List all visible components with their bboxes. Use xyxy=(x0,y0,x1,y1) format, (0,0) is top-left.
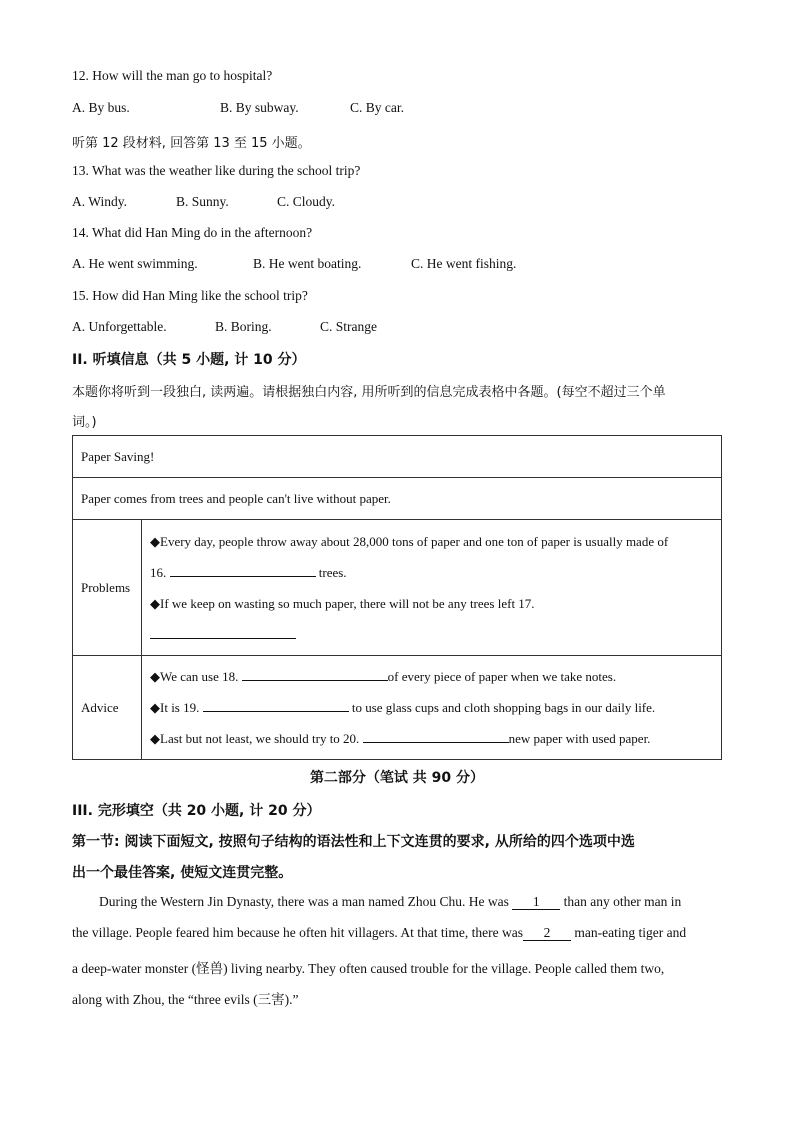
q15-option-a: A. Unforgettable. xyxy=(72,319,167,334)
advice-2 xyxy=(150,692,713,723)
table-intro: Paper comes from trees and people can't live without paper. xyxy=(73,478,722,520)
q13-option-a: A. Windy. xyxy=(72,194,127,209)
question-14: 14. What did Han Ming do in the afternoon? xyxy=(72,225,313,240)
q14-option-b: B. He went boating. xyxy=(253,256,362,271)
advice-1-before: ◆We can use 18. xyxy=(150,669,239,684)
q14-option-c: C. He went fishing. xyxy=(411,256,517,271)
q12-option-c: C. By car. xyxy=(350,100,404,115)
advice-3 xyxy=(150,723,713,754)
problem-1-line1: ◆Every day, people throw away about 28,000 tons of paper and one ton of paper is usually made of xyxy=(150,533,669,549)
question-15: 15. How did Han Ming like the school trip? xyxy=(72,288,308,303)
q14-option-a: A. He went swimming. xyxy=(72,256,198,271)
question-12: 12. How will the man go to hospital? xyxy=(72,68,273,83)
passage-line1-after: than any other man in xyxy=(563,894,682,909)
passage-line1-before: During the Western Jin Dynasty, there was a man named Zhou Chu. He was xyxy=(99,894,509,909)
blank-20[interactable] xyxy=(363,730,509,743)
section-2-instruction-line1: 本题你将听到一段独白, 读两遍。请根据独白内容, 用所听到的信息完成表格中各题。(每空不超过三个单 xyxy=(72,385,666,400)
q12-option-b: B. By subway. xyxy=(220,100,299,115)
q15-option-b: B. Boring. xyxy=(215,319,272,334)
blank-17[interactable] xyxy=(150,626,296,639)
blank-16-number: 16. xyxy=(150,564,167,580)
section-3-sub-line1: 第一节: 阅读下面短文, 按照句子结构的语法性和上下文连贯的要求, 从所给的四个选项中选 xyxy=(72,834,635,850)
table-title: Paper Saving! xyxy=(73,436,722,478)
part-2-heading: 第二部分（笔试 共 90 分） xyxy=(309,770,485,786)
passage-line3: a deep-water monster (怪兽) living nearby. They often caused trouble for the village. People called them two, xyxy=(72,961,665,976)
q12-option-a: A. By bus. xyxy=(72,100,130,115)
advice-2-before: ◆It is 19. xyxy=(150,700,200,715)
blank-18[interactable] xyxy=(242,668,388,681)
advice-1-after: of every piece of paper when we take notes. xyxy=(387,669,617,684)
problems-cell xyxy=(142,520,722,656)
passage-line2-after: man-eating tiger and xyxy=(574,925,687,940)
advice-3-after: new paper with used paper. xyxy=(508,731,651,746)
listening-instruction-12: 听第 12 段材料, 回答第 13 至 15 小题。 xyxy=(72,136,311,151)
section-2-heading: II. 听填信息（共 5 小题, 计 10 分） xyxy=(72,352,306,368)
passage-line2-before: the village. People feared him because he often hit villagers. At that time, there was xyxy=(72,925,523,940)
section-3-heading: III. 完形填空（共 20 小题, 计 20 分） xyxy=(72,803,321,819)
problem-2-blank-line xyxy=(150,619,713,650)
section-3-sub-line2: 出一个最佳答案, 使短文连贯完整。 xyxy=(72,865,293,881)
problems-label: Problems xyxy=(73,520,142,656)
cloze-blank-2[interactable]: 2 xyxy=(523,926,571,941)
question-13: 13. What was the weather like during the school trip? xyxy=(72,163,361,178)
blank-19[interactable] xyxy=(203,699,349,712)
q15-option-c: C. Strange xyxy=(320,319,377,334)
advice-cell xyxy=(142,656,722,760)
advice-1 xyxy=(150,661,713,692)
passage-line2 xyxy=(72,925,686,941)
passage-line4: along with Zhou, the “three evils (三害).” xyxy=(72,992,299,1007)
q13-option-c: C. Cloudy. xyxy=(277,194,336,209)
advice-label: Advice xyxy=(73,656,142,760)
blank-16[interactable] xyxy=(170,564,316,577)
q13-option-b: B. Sunny. xyxy=(176,194,229,209)
section-2-instruction-line2: 词。) xyxy=(72,415,97,430)
problem-1-after: trees. xyxy=(318,564,347,580)
passage-line1 xyxy=(99,894,681,910)
problem-1-line2 xyxy=(150,557,713,588)
paper-saving-table xyxy=(72,435,722,760)
cloze-blank-1[interactable]: 1 xyxy=(512,895,560,910)
problem-2-line: ◆If we keep on wasting so much paper, there will not be any trees left 17. xyxy=(150,595,535,611)
advice-2-after: to use glass cups and cloth shopping bags in our daily life. xyxy=(351,700,656,715)
advice-3-before: ◆Last but not least, we should try to 20. xyxy=(150,731,360,746)
